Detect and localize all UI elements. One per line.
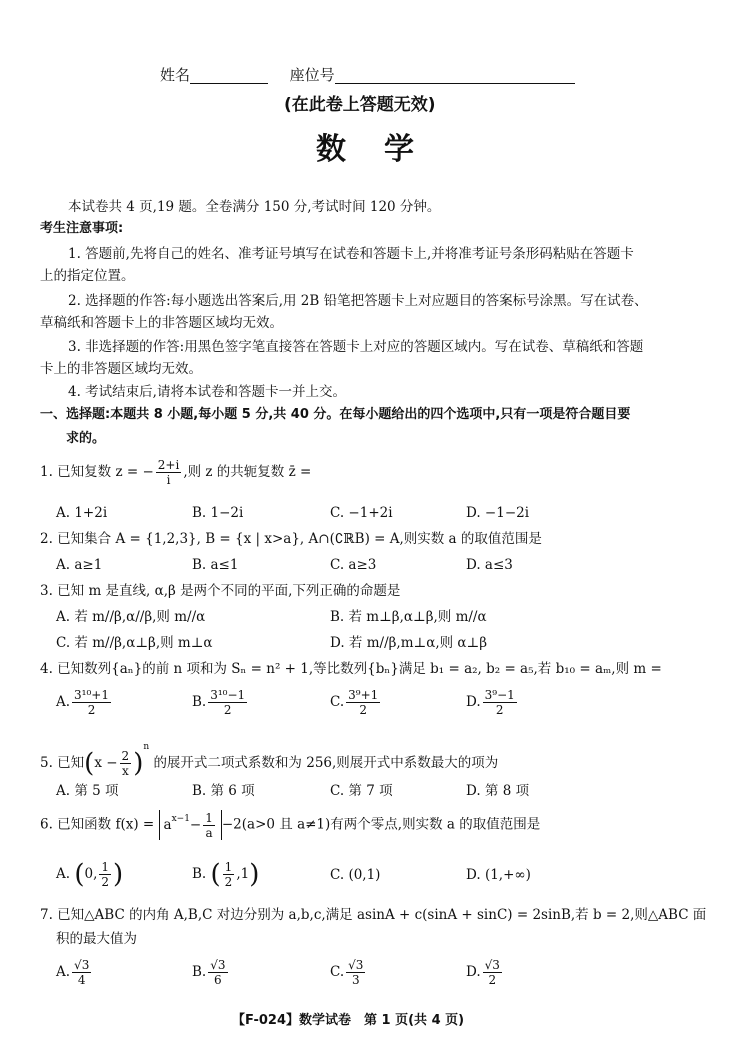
q4-option-c: C. $\frac{\text{3⁹+1}}{2}$ xyxy=(330,688,379,717)
note-line: 4. 考试结束后,请将本试卷和答题卡一并上交。 xyxy=(68,384,346,400)
question-4: 4. 已知数列{aₙ}的前 n 项和为 Sₙ = n² + 1,等比数列{bₙ}满足 b₁ = a₂, b₂ = a₅,若 b₁₀ = aₘ,则 m = xyxy=(40,661,662,677)
q1-option-c: C. −1+2i xyxy=(330,505,393,521)
notice: (在此卷上答题无效) xyxy=(284,95,436,115)
page-title: 数 学 xyxy=(316,132,418,167)
intro: 本试卷共 4 页,19 题。全卷满分 150 分,考试时间 120 分钟。 xyxy=(68,199,441,215)
q2-option-a: A. a≥1 xyxy=(56,557,103,573)
q7-option-d: D. $\frac{√3}{2}$ xyxy=(466,958,500,987)
q1-option-a: A. 1+2i xyxy=(56,505,108,521)
note-line: 草稿纸和答题卡上的非答题区域均无效。 xyxy=(40,315,283,331)
note-line: 卡上的非答题区域均无效。 xyxy=(40,361,202,377)
q1-option-d: D. −1−2i xyxy=(466,505,530,521)
q6-option-d: D. (1,+∞) xyxy=(466,867,531,883)
q5-option-c: C. 第 7 项 xyxy=(330,783,393,799)
question-3: 3. 已知 m 是直线, α,β 是两个不同的平面,下列正确的命题是 xyxy=(40,583,401,599)
absolute-value: $a^{x-1}-$ $\frac{1}{a}$ xyxy=(159,810,222,840)
question-6: 6. 已知函数 $f(x) = a^{x-1}-$ $\frac{1}{a}$ −2(a>0 且 a≠1)有两个零点,则实数 a 的取值范围是 xyxy=(40,811,541,840)
q3-option-d: D. 若 m//β,m⊥α,则 α⊥β xyxy=(330,635,488,651)
q4-option-a: A. $\frac{\text{3¹⁰+1}}{2}$ xyxy=(56,688,109,717)
q6-option-c: C. (0,1) xyxy=(330,867,381,883)
q6-option-a: A. (0, $\frac{1}{2}$ ) xyxy=(56,859,124,890)
question-1: 1. 已知复数 z = − $\frac{2+i}{i}$ ,则 z 的共轭复数 z̄ = xyxy=(40,458,312,487)
q5-option-a: A. 第 5 项 xyxy=(56,783,119,799)
fraction: $\frac{2+i}{i}$ xyxy=(157,458,180,487)
seat-blank xyxy=(335,69,575,84)
note-line: 3. 非选择题的作答:用黑色签字笔直接答在答题卡上对应的答题区域内。写在试卷、草稿纸和答题 xyxy=(68,339,644,355)
name-field xyxy=(160,66,575,84)
note-line: 2. 选择题的作答:每小题选出答案后,用 2B 铅笔把答题卡上对应题目的答案标号涂黑。写在试卷、 xyxy=(68,293,648,309)
page-footer: 【F-024】数学试卷 第 1 页(共 4 页) xyxy=(232,1013,465,1028)
q7-option-c: C. $\frac{√3}{3}$ xyxy=(330,958,364,987)
question-2: 2. 已知集合 A = {1,2,3}, B = {x | x>a}, A∩(∁ℝB) = A,则实数 a 的取值范围是 xyxy=(40,531,542,547)
q1-option-b: B. 1−2i xyxy=(192,505,244,521)
q5-option-b: B. 第 6 项 xyxy=(192,783,255,799)
note-line: 上的指定位置。 xyxy=(40,268,135,284)
question-7: 7. 已知△ABC 的内角 A,B,C 对边分别为 a,b,c,满足 asinA + c(sinA + sinC) = 2sinB,若 b = 2,则△ABC 面 xyxy=(40,907,707,923)
seat-label: 座位号 xyxy=(289,66,335,84)
q6-option-b: B. ( $\frac{1}{2}$ ,1) xyxy=(192,859,260,890)
q3-option-c: C. 若 m//β,α⊥β,则 m⊥α xyxy=(56,635,213,651)
q2-option-b: B. a≤1 xyxy=(192,557,239,573)
question-7-cont: 积的最大值为 xyxy=(56,931,137,947)
q7-option-b: B. $\frac{√3}{6}$ xyxy=(192,958,226,987)
q7-option-a: A. $\frac{√3}{4}$ xyxy=(56,958,90,987)
notes-title: 考生注意事项: xyxy=(40,221,124,236)
name-label: 姓名 xyxy=(160,66,191,84)
section-heading-cont: 求的。 xyxy=(66,431,106,446)
q5-option-d: D. 第 8 项 xyxy=(466,783,530,799)
name-blank xyxy=(190,69,268,84)
question-5: 5. 已知(x − $\frac{2}{x}$ )$^n$ 的展开式二项式系数和为 256,则展开式中系数最大的项为 xyxy=(40,742,499,779)
q3-option-b: B. 若 m⊥β,α⊥β,则 m//α xyxy=(330,609,487,625)
q4-option-d: D. $\frac{\text{3⁹−1}}{2}$ xyxy=(466,688,515,717)
q4-option-b: B. $\frac{\text{3¹⁰−1}}{2}$ xyxy=(192,688,246,717)
section-heading: 一、选择题:本题共 8 小题,每小题 5 分,共 40 分。在每小题给出的四个选项中,只有一项是符合题目要 xyxy=(40,407,631,422)
note-line: 1. 答题前,先将自己的姓名、准考证号填写在试卷和答题卡上,并将准考证号条形码粘贴在答题卡 xyxy=(68,246,634,262)
q2-option-c: C. a≥3 xyxy=(330,557,377,573)
q2-option-d: D. a≤3 xyxy=(466,557,513,573)
q3-option-a: A. 若 m//β,α//β,则 m//α xyxy=(56,609,206,625)
